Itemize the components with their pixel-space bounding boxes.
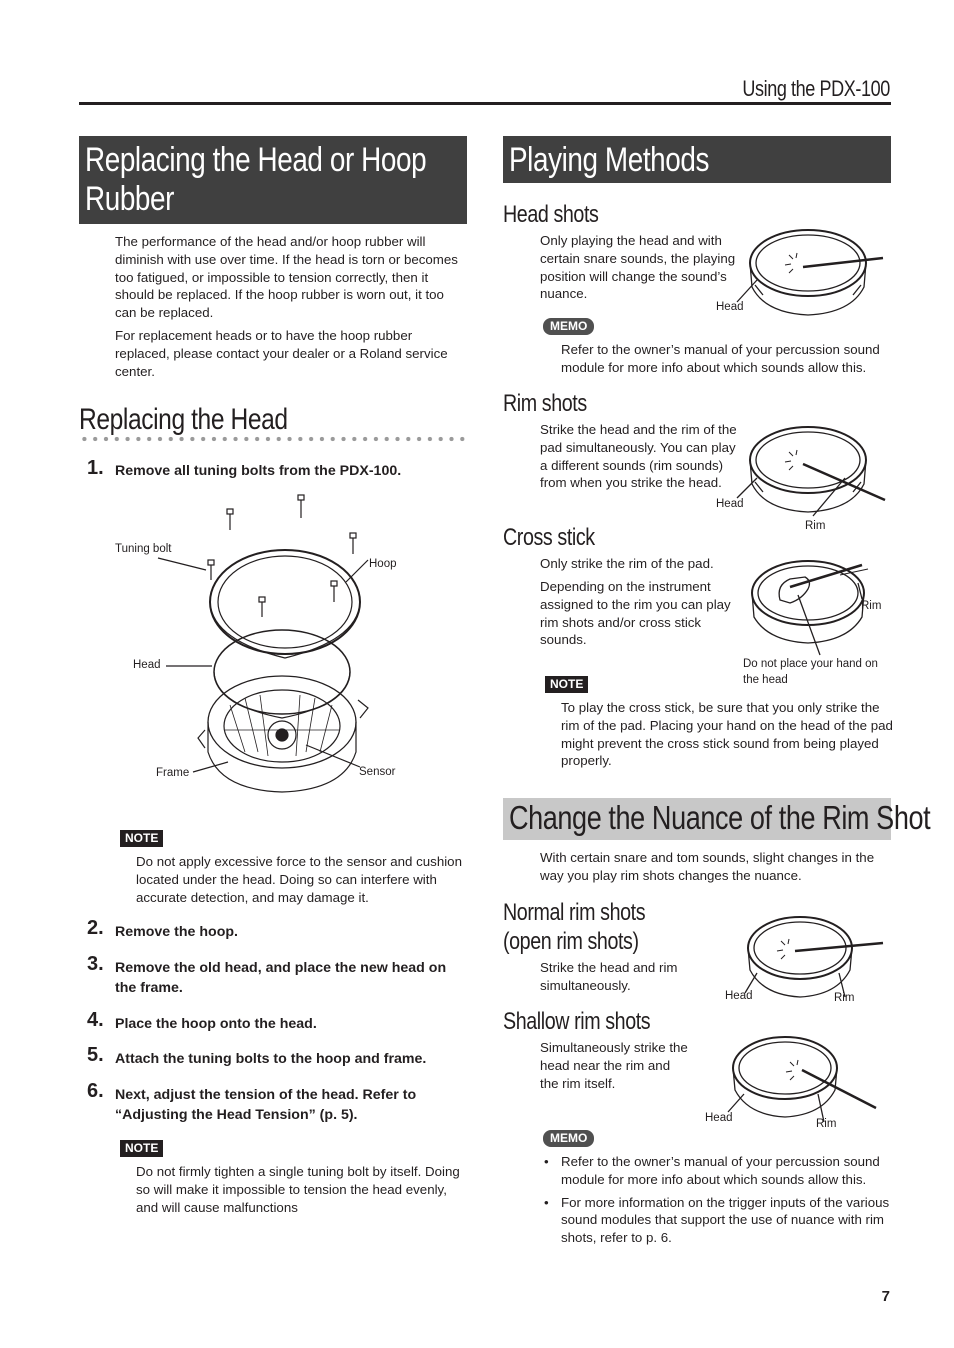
normal-rim-shots-text: Strike the head and rim simultaneously. [540, 960, 678, 993]
note-2-text: Do not firmly tighten a single tuning bolt by itself. Doing so will make it impossible to tension the head evenly, and will cause malfunctions [136, 1164, 460, 1215]
cross-stick-note-text: To play the cross stick, be sure that you only strike the rim of the pad. Placing your hand on the head of the pad might prevent the cross stick sound from being played properly. [561, 700, 893, 769]
memo-2-item-2: • For more information on the trigger inputs of the various sound modules that support the use of nuance with rim shots, refer to p. 6. [540, 1194, 895, 1247]
rim-shots-text: Strike the head and the rim of the pad simultaneously. You can play a different sounds (rim sounds) from when you strike the head. [540, 422, 737, 491]
note-1-text: Do not apply excessive force to the sensor and cushion located under the head. Doing so can interfere with accurate detection, and may damage it. [136, 854, 462, 905]
head-shots-label-head: Head [716, 301, 744, 313]
page-number: 7 [881, 1288, 890, 1305]
memo-tag-2: MEMO [543, 1130, 594, 1147]
cross-stick-text-2: Depending on the instrument assigned to the rim you can play rim shots and/or cross stick sounds. [540, 579, 731, 648]
step-1-text: Remove all tuning bolts from the PDX-100. [115, 463, 402, 479]
section-title-line2: Rubber [85, 180, 174, 218]
step-6-number: 6. [87, 1080, 104, 1102]
step-2-number: 2. [87, 917, 104, 939]
nuance-title: Change the Nuance of the Rim Shot [509, 799, 931, 836]
section-title-playing-methods [503, 136, 891, 183]
normal-title-line2: (open rim shots) [503, 928, 639, 955]
normal-rim-shots-title [503, 898, 645, 956]
step-4-text: Place the hoop onto the head. [115, 1016, 317, 1032]
step-2-text: Remove the hoop. [115, 924, 238, 940]
note-tag-right: NOTE [545, 676, 588, 693]
rim-shots-title: Rim shots [503, 390, 587, 417]
section-title-replacing [79, 136, 467, 224]
cross-stick-label-rim: Rim [861, 600, 882, 612]
intro-paragraph-2: For replacement heads or to have the hoop rubber replaced, please contact your dealer or a Roland service center. [115, 328, 448, 379]
memo-1-text: Refer to the owner’s manual of your percussion sound module for more info about which sounds allow this. [561, 342, 880, 375]
pad-normal-rim-shot-illustration [745, 913, 885, 1008]
head-shots-text: Only playing the head and with certain snare sounds, the playing position will change the sound’s nuance. [540, 233, 736, 302]
running-header: Using the PDX-100 [742, 76, 890, 101]
memo-2-item-1: • Refer to the owner’s manual of your percussion sound module for more info about which sounds allow this. [540, 1153, 895, 1189]
head-shots-title: Head shots [503, 201, 599, 228]
step-6-text: Next, adjust the tension of the head. Refer to “Adjusting the Head Tension” (p. 5). [115, 1087, 417, 1123]
shallow-label-head: Head [705, 1112, 733, 1124]
label-frame: Frame [156, 767, 190, 779]
step-3-text: Remove the old head, and place the new head on the frame. [115, 960, 447, 996]
step-5-number: 5. [87, 1044, 104, 1066]
memo-2-list [540, 1153, 895, 1252]
step-3-number: 3. [87, 953, 104, 975]
cross-stick-text-1: Only strike the rim of the pad. [540, 556, 714, 571]
normal-title-line1: Normal rim shots [503, 899, 646, 926]
cross-stick-label-hand: Do not place your hand on the head [743, 658, 878, 686]
note-tag-1: NOTE [120, 830, 163, 847]
step-1-number: 1. [87, 457, 104, 479]
nuance-intro-text: With certain snare and tom sounds, slight changes in the way you play rim shots changes the nuance. [540, 850, 875, 883]
memo-tag-1: MEMO [543, 318, 594, 335]
label-sensor: Sensor [359, 766, 396, 778]
playing-methods-title: Playing Methods [509, 141, 709, 179]
label-head: Head [133, 659, 161, 671]
label-hoop: Hoop [369, 558, 397, 570]
step-4-number: 4. [87, 1009, 104, 1031]
rim-shots-label-head: Head [716, 498, 744, 510]
section-title-line1: Replacing the Head or Hoop [85, 141, 427, 179]
subsection-title-replacing-head: Replacing the Head [79, 403, 288, 436]
normal-label-rim: Rim [834, 992, 855, 1004]
shallow-rim-shots-title: Shallow rim shots [503, 1008, 651, 1035]
shallow-rim-shots-text: Simultaneously strike the head near the rim and the rim itself. [540, 1040, 688, 1091]
dotted-rule [79, 436, 467, 442]
step-5-text: Attach the tuning bolts to the hoop and frame. [115, 1051, 427, 1067]
pad-head-shot-illustration [745, 225, 885, 320]
rim-shots-label-rim: Rim [805, 520, 826, 532]
note-tag-2: NOTE [120, 1140, 163, 1157]
section-title-nuance [503, 798, 931, 840]
pad-shallow-rim-shot-illustration [730, 1030, 880, 1130]
exploded-pad-diagram [110, 490, 470, 810]
normal-label-head: Head [725, 990, 753, 1002]
shallow-label-rim: Rim [816, 1118, 837, 1130]
cross-stick-title: Cross stick [503, 524, 595, 551]
header-rule [79, 102, 891, 105]
label-tuning-bolt: Tuning bolt [115, 543, 172, 555]
pad-rim-shot-illustration [745, 420, 890, 520]
intro-paragraph-1: The performance of the head and/or hoop rubber will diminish with use over time. If the head is torn or becomes too fatigued, or impossible to tension correctly, then it should be replaced. If the hoop rubber is worn out, it too can be replaced. [115, 234, 458, 321]
